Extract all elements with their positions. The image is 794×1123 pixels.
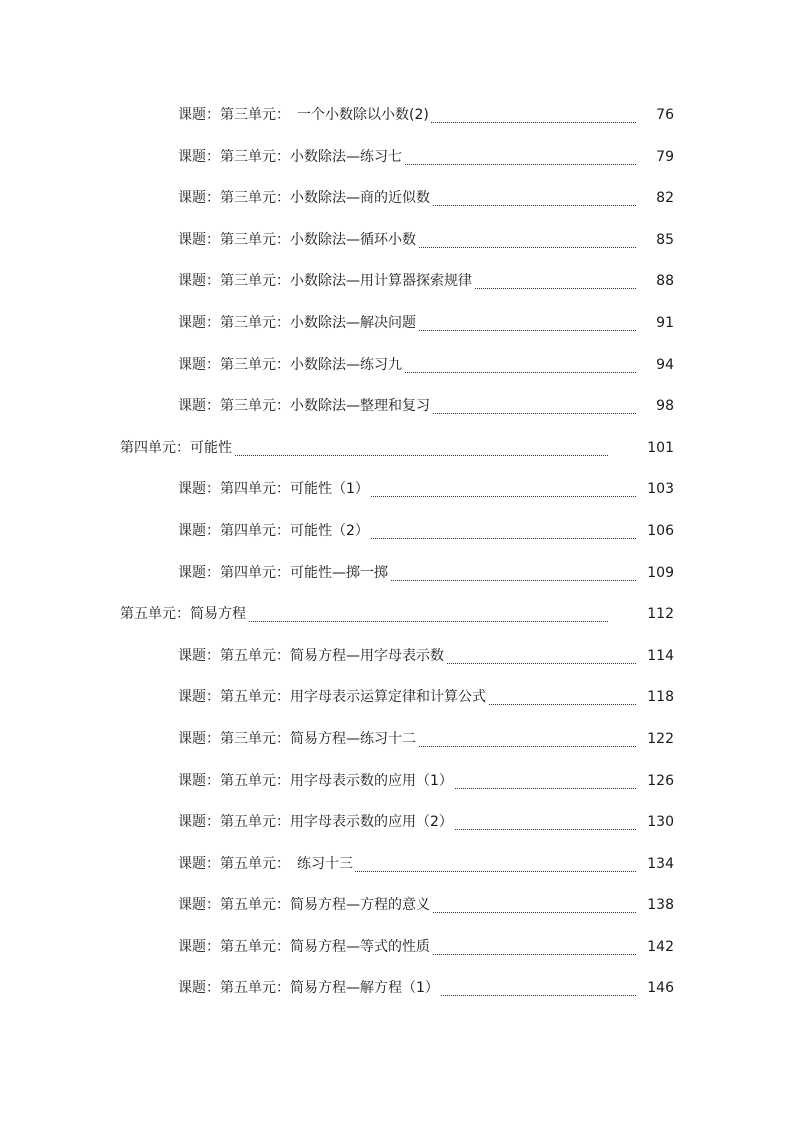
toc-entry-title: 课题：第三单元：小数除法—循环小数 (178, 220, 418, 262)
toc-entry[interactable] (0, 261, 794, 303)
toc-entry-title: 课题：第三单元：简易方程—练习十二 (178, 719, 418, 761)
toc-entry-title: 课题：第三单元：小数除法—整理和复习 (178, 386, 432, 428)
toc-entry[interactable] (0, 345, 794, 387)
toc-entry[interactable] (0, 386, 794, 428)
toc-entry[interactable] (0, 636, 794, 678)
toc-entry-page: 101 (647, 439, 674, 456)
toc-entry-title: 课题：第三单元：小数除法—解决问题 (178, 303, 418, 345)
toc-entry-page: 130 (647, 814, 674, 831)
toc-entry-page: 146 (647, 980, 674, 997)
toc-entry[interactable] (0, 137, 794, 179)
toc-entry[interactable] (0, 802, 794, 844)
toc-entry-page: 82 (656, 190, 674, 207)
toc-entry-page: 142 (647, 938, 674, 955)
toc-entry-title: 课题：第四单元：可能性—掷一掷 (178, 553, 390, 595)
toc-entry-title: 课题：第三单元：小数除法—练习七 (178, 137, 404, 179)
toc-entry-page: 88 (656, 273, 674, 290)
toc-entry-page: 98 (656, 398, 674, 415)
toc-entry[interactable] (0, 885, 794, 927)
toc-entry[interactable] (0, 95, 794, 137)
toc-entry-page: 126 (647, 772, 674, 789)
toc-entry[interactable] (0, 968, 794, 1010)
toc-entry[interactable] (0, 303, 794, 345)
toc-entry-title: 第四单元：可能性 (120, 428, 234, 470)
toc-entry[interactable] (0, 927, 794, 969)
toc-entry-page: 114 (647, 647, 674, 664)
toc-entry-title: 课题：第五单元： 练习十三 (178, 844, 355, 886)
toc-entry-page: 76 (656, 107, 674, 123)
toc-entry-page: 103 (647, 481, 674, 498)
toc-entry-page: 85 (656, 231, 674, 248)
toc-entry-title: 课题：第五单元：用字母表示数的应用（2） (178, 802, 455, 844)
table-of-contents (0, 95, 794, 1010)
toc-entry-page: 91 (656, 314, 674, 331)
toc-entry-page: 122 (647, 730, 674, 747)
toc-entry-title: 课题：第四单元：可能性（2） (178, 511, 371, 553)
toc-chapter-entry[interactable] (0, 594, 794, 636)
toc-entry-title: 第五单元：简易方程 (120, 594, 248, 636)
toc-entry-title: 课题：第五单元：简易方程—等式的性质 (178, 927, 432, 969)
toc-entry-page: 79 (656, 148, 674, 165)
toc-entry-page: 106 (647, 522, 674, 539)
toc-entry[interactable] (0, 761, 794, 803)
toc-entry-page: 118 (647, 689, 674, 706)
toc-entry[interactable] (0, 553, 794, 595)
toc-entry-title: 课题：第四单元：可能性（1） (178, 469, 371, 511)
toc-chapter-entry[interactable] (0, 428, 794, 470)
toc-entry[interactable] (0, 511, 794, 553)
toc-entry-title: 课题：第五单元：简易方程—用字母表示数 (178, 636, 446, 678)
toc-entry-page: 109 (647, 564, 674, 581)
toc-entry[interactable] (0, 469, 794, 511)
toc-entry-title: 课题：第三单元：小数除法—用计算器探索规律 (178, 261, 474, 303)
toc-entry[interactable] (0, 220, 794, 262)
toc-entry-title: 课题：第三单元：小数除法—练习九 (178, 345, 404, 387)
toc-entry[interactable] (0, 178, 794, 220)
toc-entry-title: 课题：第三单元：小数除法—商的近似数 (178, 178, 432, 220)
toc-entry-page: 94 (656, 356, 674, 373)
toc-entry[interactable] (0, 677, 794, 719)
toc-entry[interactable] (0, 719, 794, 761)
toc-entry-page: 112 (647, 606, 674, 623)
toc-entry-title: 课题：第三单元： 一个小数除以小数(2) (178, 95, 431, 137)
toc-entry-title: 课题：第五单元：用字母表示数的应用（1） (178, 761, 455, 803)
toc-entry-page: 138 (647, 897, 674, 914)
toc-entry-title: 课题：第五单元：简易方程—方程的意义 (178, 885, 432, 927)
toc-entry-page: 134 (647, 855, 674, 872)
toc-entry-title: 课题：第五单元：用字母表示运算定律和计算公式 (178, 677, 488, 719)
toc-entry[interactable] (0, 844, 794, 886)
toc-entry-title: 课题：第五单元：简易方程—解方程（1） (178, 968, 441, 1010)
